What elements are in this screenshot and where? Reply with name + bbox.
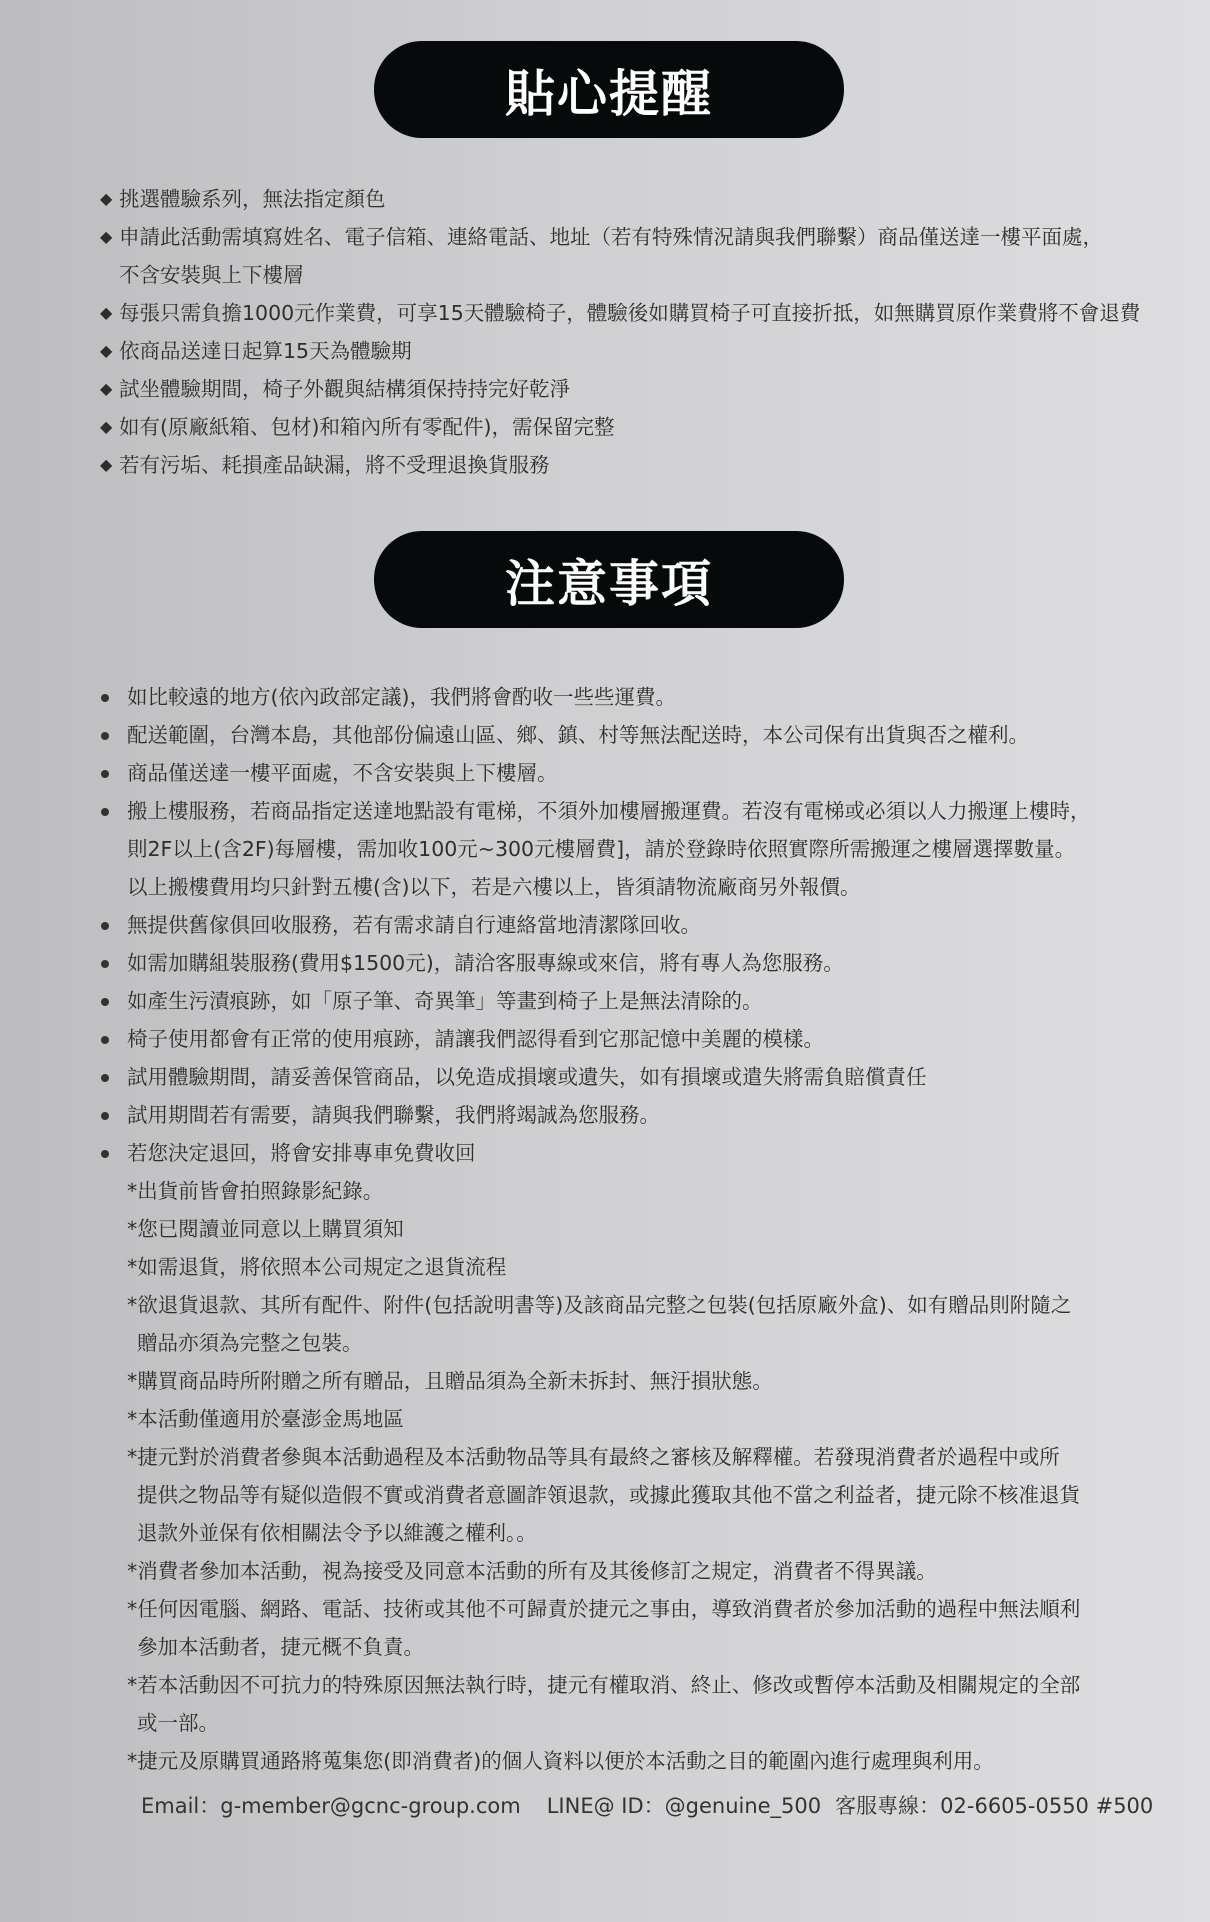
notice-item-text: *任何因電腦、網路、電話、技術或其他不可歸責於捷元之事由，導致消費者於參加活動的過程中無法順利: [127, 1597, 1081, 1621]
notice-item-text: *購買商品時所附贈之所有贈品，且贈品須為全新未拆封、無汙損狀態。: [127, 1369, 773, 1393]
bullet-dot-icon: [101, 770, 109, 778]
notice-item-text: 試用體驗期間，請妥善保管商品，以免造成損壞或遺失，如有損壞或遣失將需負賠償責任: [127, 1065, 927, 1089]
reminder-item-text: 每張只需負擔1000元作業費，可享15天體驗椅子，體驗後如購買椅子可直接折抵，如無購買原作業費將不會退費: [119, 301, 1141, 325]
reminder-item: [0, 256, 1140, 294]
notice-item-text: *捷元及原購買通路將蒐集您(即消費者)的個人資料以便於本活動之目的範圍內進行處理與利用。: [127, 1749, 994, 1773]
notice-item: [0, 1058, 1091, 1096]
reminder-list: [0, 180, 1140, 484]
notice-item: [0, 1590, 1091, 1628]
contact-line-id: LINE@ ID：@genuine_500: [546, 1794, 822, 1818]
notice-item-text: 如需加購組裝服務(費用$1500元)，請洽客服專線或來信，將有專人為您服務。: [127, 951, 844, 975]
notice-item-text: *出貨前皆會拍照錄影紀錄。: [127, 1179, 384, 1203]
notice-item-text: 提供之物品等有疑似造假不實或消費者意圖詐領退款，或據此獲取其他不當之利益者，捷元除不核准退貨: [137, 1483, 1080, 1507]
notice-item: [0, 1210, 1091, 1248]
notice-item-text: *欲退貨退款、其所有配件、附件(包括說明書等)及該商品完整之包裝(包括原廠外盒)、如有贈品則附隨之: [127, 1293, 1072, 1317]
bullet-dot-icon: [101, 808, 109, 816]
bullet-dot-icon: [101, 922, 109, 930]
notice-item-text: 退款外並保有依相關法令予以維護之權利。。: [137, 1521, 537, 1545]
reminder-item: [0, 294, 1140, 332]
notice-item-text: 或一部。: [137, 1711, 219, 1735]
notice-item: [0, 1628, 1091, 1666]
bullet-dot-icon: [101, 1150, 109, 1158]
notice-item: [0, 944, 1091, 982]
bullet-dot-icon: [101, 732, 109, 740]
notice-item: [0, 982, 1091, 1020]
reminder-item-text: 申請此活動需填寫姓名、電子信箱、連絡電話、地址（若有特殊情況請與我們聯繫）商品僅送達一樓平面處，: [119, 225, 1103, 249]
diamond-bullet-icon: ◆: [100, 303, 113, 322]
reminder-item: [0, 218, 1140, 256]
notice-item: [0, 868, 1091, 906]
section-title-reminder: 貼心提醒: [374, 41, 844, 138]
notice-item: [0, 830, 1091, 868]
reminder-item-text: 若有污垢、耗損產品缺漏，將不受理退換貨服務: [119, 453, 550, 477]
notice-item: [0, 1248, 1091, 1286]
reminder-item: [0, 370, 1140, 408]
notice-item: [0, 906, 1091, 944]
notice-item: [0, 1476, 1091, 1514]
notice-item-text: 贈品亦須為完整之包裝。: [137, 1331, 363, 1355]
diamond-bullet-icon: ◆: [100, 189, 113, 208]
bullet-dot-icon: [101, 1074, 109, 1082]
contact-phone: 客服專線：02-6605-0550 #500: [835, 1794, 1154, 1818]
notice-item-text: 則2F以上(含2F)每層樓，需加收100元~300元樓層費]，請於登錄時依照實際所需搬運之樓層選擇數量。: [127, 837, 1076, 861]
notice-item-text: 如產生污漬痕跡，如「原子筆、奇異筆」等畫到椅子上是無法清除的。: [127, 989, 763, 1013]
notice-item-text: 若您決定退回，將會安排專車免費收回: [127, 1141, 476, 1165]
reminder-item-text: 試坐體驗期間，椅子外觀與結構須保持持完好乾淨: [119, 377, 570, 401]
diamond-bullet-icon: ◆: [100, 417, 113, 436]
notice-item-text: *若本活動因不可抗力的特殊原因無法執行時，捷元有權取消、終止、修改或暫停本活動及相關規定的全部: [127, 1673, 1081, 1697]
reminder-item: [0, 446, 1140, 484]
notice-item-text: 參加本活動者，捷元概不負責。: [137, 1635, 424, 1659]
diamond-bullet-icon: ◆: [100, 379, 113, 398]
notice-item-text: *本活動僅適用於臺澎金馬地區: [127, 1407, 404, 1431]
notice-item: [0, 1020, 1091, 1058]
notice-item: [0, 792, 1091, 830]
notice-item: [0, 1134, 1091, 1172]
diamond-bullet-icon: ◆: [100, 341, 113, 360]
reminder-item-text: 如有(原廠紙箱、包材)和箱內所有零配件)，需保留完整: [119, 415, 615, 439]
notice-item: [0, 1666, 1091, 1704]
bullet-dot-icon: [101, 1112, 109, 1120]
notice-item: [0, 1172, 1091, 1210]
diamond-bullet-icon: ◆: [100, 227, 113, 246]
section-title-notice: 注意事項: [374, 531, 844, 628]
notice-item: [0, 1362, 1091, 1400]
contact-info: [141, 1786, 1153, 1826]
notice-item-text: *您已閱讀並同意以上購買須知: [127, 1217, 404, 1241]
notice-item: [0, 1704, 1091, 1742]
notice-item: [0, 1286, 1091, 1324]
notice-item: [0, 716, 1091, 754]
notice-item-text: 以上搬樓費用均只針對五樓(含)以下，若是六樓以上，皆須請物流廠商另外報價。: [127, 875, 861, 899]
notice-list: [0, 678, 1091, 1780]
notice-item: [0, 678, 1091, 716]
notice-item-text: *如需退貨，將依照本公司規定之退貨流程: [127, 1255, 507, 1279]
reminder-item-text: 不含安裝與上下樓層: [119, 263, 304, 287]
reminder-item: [0, 180, 1140, 218]
notice-item: [0, 1324, 1091, 1362]
notice-item-text: 搬上樓服務，若商品指定送達地點設有電梯，不須外加樓層搬運費。若沒有電梯或必須以人力搬運上樓時，: [127, 799, 1091, 823]
bullet-dot-icon: [101, 960, 109, 968]
notice-item: [0, 1096, 1091, 1134]
notice-item-text: 試用期間若有需要，請與我們聯繫，我們將竭誠為您服務。: [127, 1103, 660, 1127]
bullet-dot-icon: [101, 694, 109, 702]
bullet-dot-icon: [101, 1036, 109, 1044]
reminder-item-text: 挑選體驗系列，無法指定顏色: [119, 187, 386, 211]
notice-item-text: 商品僅送達一樓平面處，不含安裝與上下樓層。: [127, 761, 558, 785]
notice-item: [0, 754, 1091, 792]
reminder-item-text: 依商品送達日起算15天為體驗期: [119, 339, 412, 363]
notice-item-text: *消費者參加本活動，視為接受及同意本活動的所有及其後修訂之規定，消費者不得異議。: [127, 1559, 937, 1583]
notice-item-text: 如比較遠的地方(依內政部定議)，我們將會酌收一些些運費。: [127, 685, 676, 709]
notice-item-text: 配送範圍，台灣本島，其他部份偏遠山區、鄉、鎮、村等無法配送時，本公司保有出貨與否之權利。: [127, 723, 1029, 747]
contact-email: Email：g-member@gcnc-group.com: [141, 1794, 521, 1818]
reminder-item: [0, 332, 1140, 370]
notice-item-text: *捷元對於消費者參與本活動過程及本活動物品等具有最終之審核及解釋權。若發現消費者於過程中或所: [127, 1445, 1060, 1469]
notice-item: [0, 1742, 1091, 1780]
notice-item-text: 椅子使用都會有正常的使用痕跡，請讓我們認得看到它那記憶中美麗的模樣。: [127, 1027, 824, 1051]
diamond-bullet-icon: ◆: [100, 455, 113, 474]
notice-item: [0, 1552, 1091, 1590]
reminder-item: [0, 408, 1140, 446]
bullet-dot-icon: [101, 998, 109, 1006]
notice-item: [0, 1514, 1091, 1552]
notice-item: [0, 1400, 1091, 1438]
notice-item: [0, 1438, 1091, 1476]
notice-item-text: 無提供舊傢俱回收服務，若有需求請自行連絡當地清潔隊回收。: [127, 913, 701, 937]
